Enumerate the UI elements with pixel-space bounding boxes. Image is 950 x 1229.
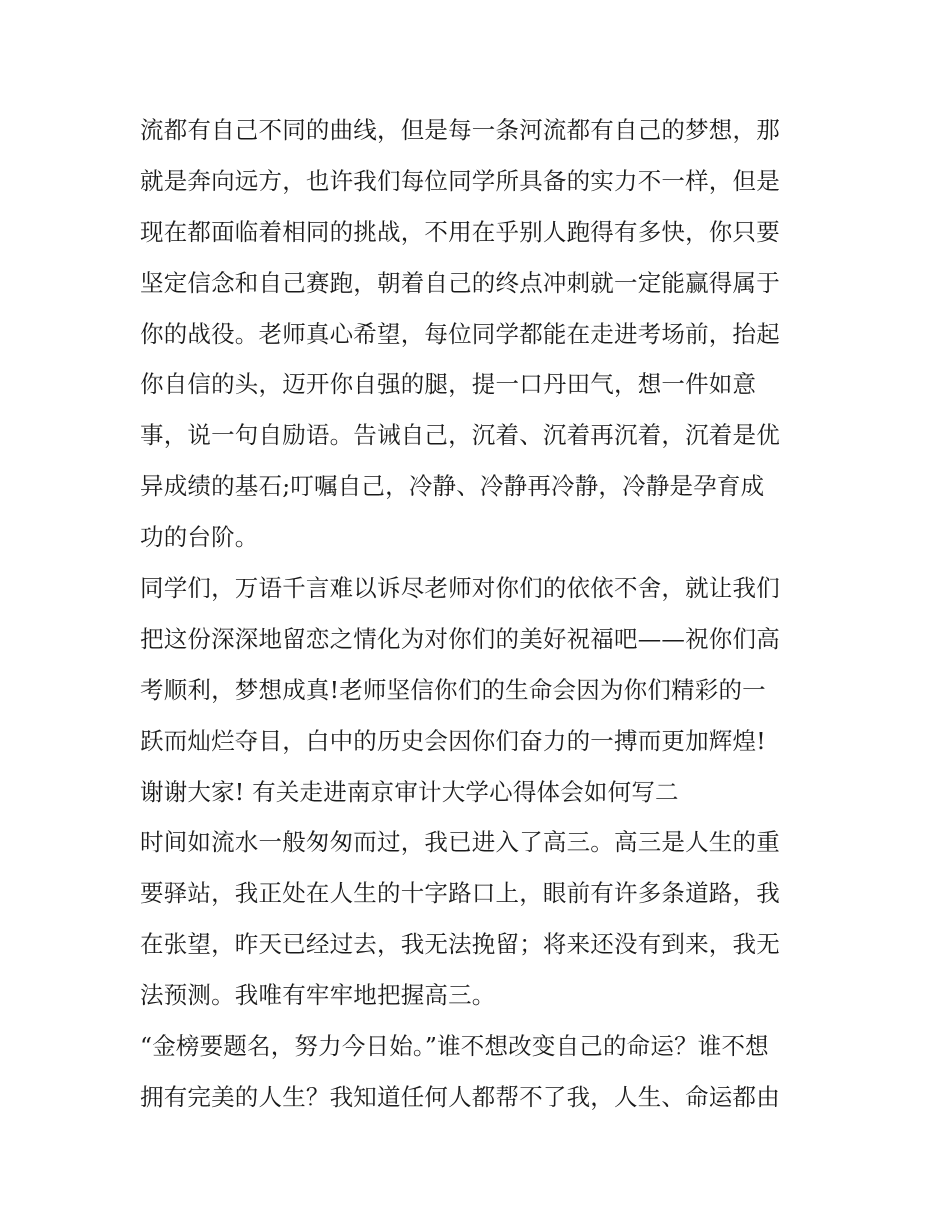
text-line: 就是奔向远方，也许我们每位同学所具备的实力不一样，但是 xyxy=(140,166,780,195)
text-line: 你自信的头，迈开你自强的腿，提一口丹田气，想一件如意 xyxy=(140,370,757,399)
text-line: 流都有自己不同的曲线，但是每一条河流都有自己的梦想，那 xyxy=(140,116,780,144)
document-body xyxy=(140,105,820,1123)
text-line: 跃而灿烂夺目，白中的历史会因你们奋力的一搏而更加辉煌! xyxy=(140,726,766,755)
text-line: 在张望，昨天已经过去，我无法挽留；将来还没有到来，我无 xyxy=(140,930,780,959)
text-line: 坚定信念和自己赛跑，朝着自己的终点冲刺就一定能赢得属于 xyxy=(140,268,780,297)
text-line: 功的台阶。 xyxy=(140,523,259,552)
text-line: 拥有完美的人生？我知道任何人都帮不了我，人生、命运都由 xyxy=(140,1082,780,1111)
text-line: 现在都面临着相同的挑战，不用在乎别人跑得有多快，你只要 xyxy=(140,217,780,246)
text-line: 考顺利，梦想成真!老师坚信你们的生命会因为你们精彩的一 xyxy=(140,675,766,704)
text-line: 异成绩的基石;叮嘱自己，冷静、冷静再冷静，冷静是孕育成 xyxy=(140,472,765,501)
text-line: 法预测。我唯有牢牢地把握高三。 xyxy=(140,981,496,1010)
text-line: 时间如流水一般匆匆而过，我已进入了高三。高三是人生的重 xyxy=(140,828,780,857)
text-line: 你的战役。老师真心希望，每位同学都能在走进考场前，抬起 xyxy=(140,319,780,348)
text-line: 谢谢大家! 有关走进南京审计大学心得体会如何写二 xyxy=(140,777,679,806)
text-line: 同学们，万语千言难以诉尽老师对你们的依依不舍，就让我们 xyxy=(140,574,780,603)
text-line: 把这份深深地留恋之情化为对你们的美好祝福吧——祝你们高 xyxy=(140,624,780,653)
text-line: “金榜要题名，努力今日始。”谁不想改变自己的命运？谁不想 xyxy=(140,1032,769,1061)
text-line: 事，说一句自励语。告诫自己，沉着、沉着再沉着，沉着是优 xyxy=(140,421,780,450)
text-line: 要驿站，我正处在人生的十字路口上，眼前有许多条道路，我 xyxy=(140,879,780,908)
